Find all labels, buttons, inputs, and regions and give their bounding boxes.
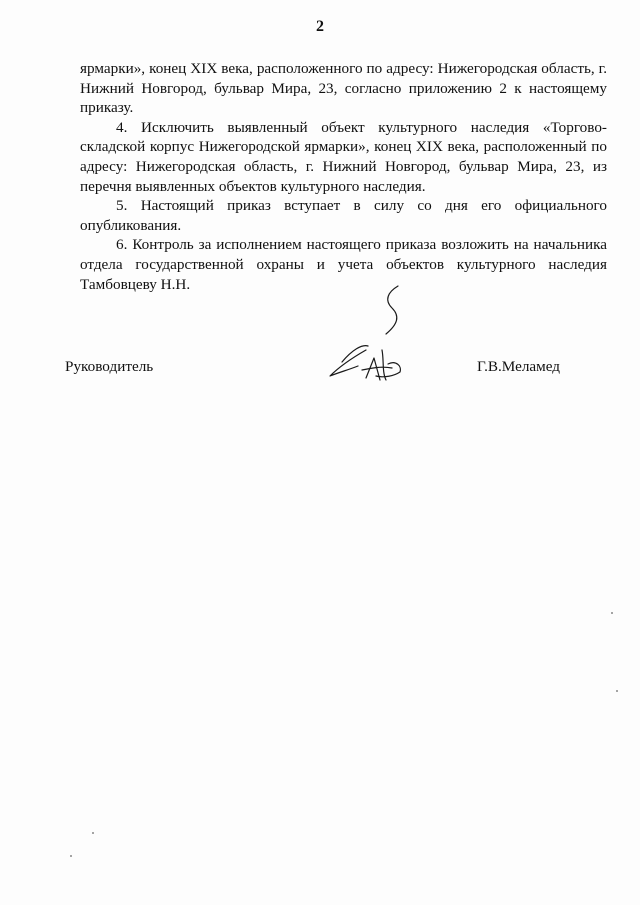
scan-speck <box>616 690 618 692</box>
scan-speck <box>92 832 94 834</box>
paragraph-item-5: 5. Настоящий приказ вступает в силу со дня его официального опубликования. <box>80 197 607 234</box>
scan-speck <box>611 612 613 614</box>
scan-speck <box>70 855 72 857</box>
document-body <box>80 59 607 294</box>
signer-title: Руководитель <box>65 358 154 375</box>
paragraph-item-6: 6. Контроль за исполнением настоящего приказа возложить на начальника отдела государственной охраны и учета объектов культурного наследия Тамбовцеву Н.Н. <box>80 236 607 293</box>
paragraph-item-4: 4. Исключить выявленный объект культурного наследия «Торгово-складской корпус Нижегородской ярмарки», конец XIX века, расположенный по адресу: Нижегородская область, г. Нижний Новгород, бульвар Мира, 23, из перечня выявленных объектов культурного наследия. <box>80 118 607 195</box>
page-number: 2 <box>316 18 324 35</box>
paragraph-continuation: ярмарки», конец XIX века, расположенного по адресу: Нижегородская область, г. Нижний Новгород, бульвар Мира, 23, согласно приложению 2 к настоящему приказу. <box>80 60 607 117</box>
signer-name: Г.В.Меламед <box>477 358 561 375</box>
signature-row <box>0 356 640 380</box>
